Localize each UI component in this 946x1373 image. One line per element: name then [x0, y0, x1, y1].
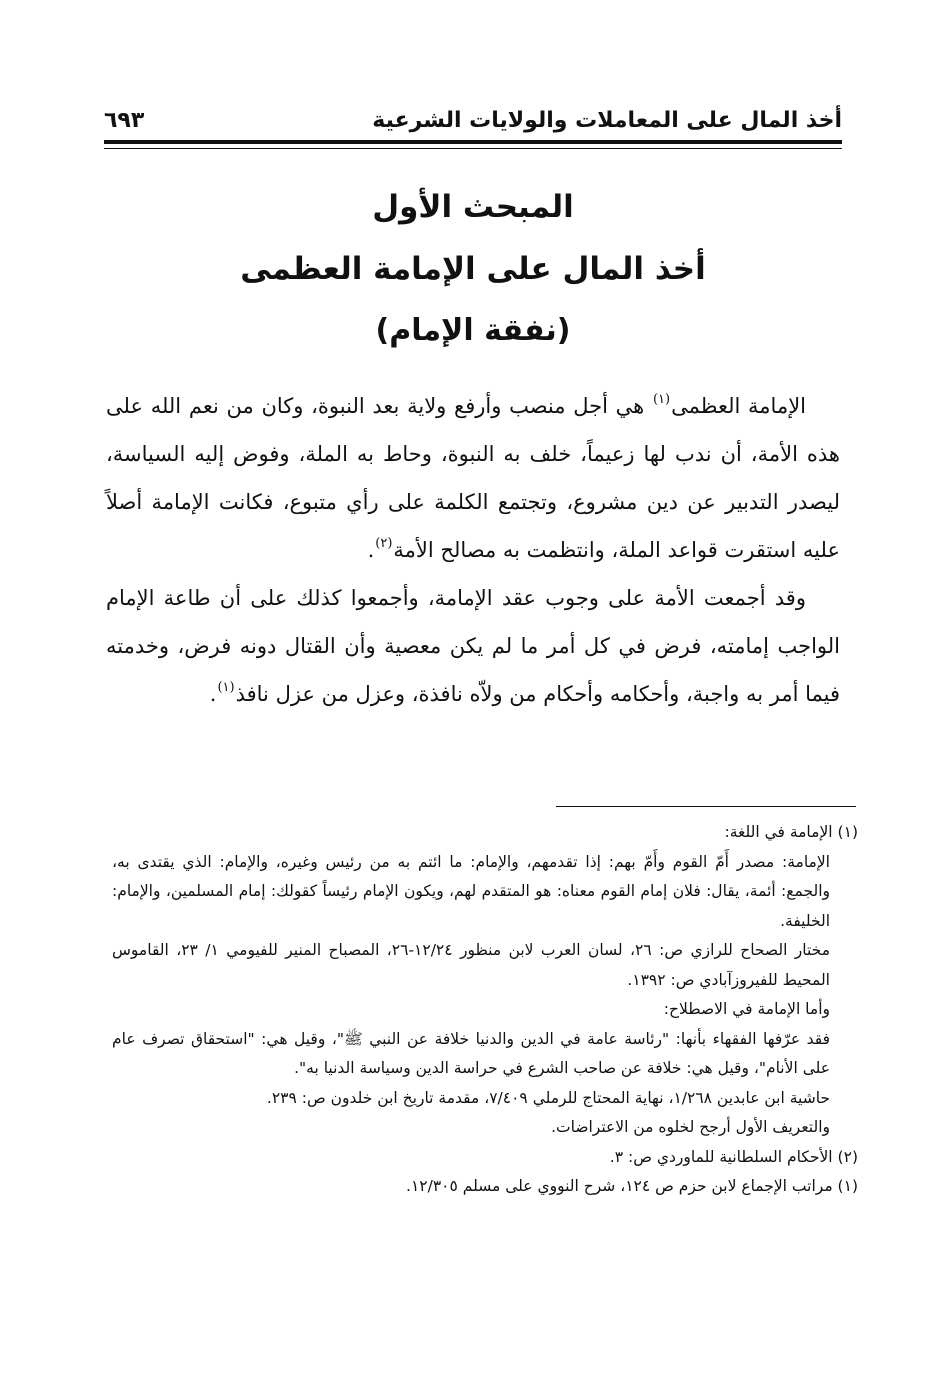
- footnote-1-conclusion: والتعريف الأول أرجح لخلوه من الاعتراضات.: [551, 1118, 830, 1136]
- paragraph-1-lead: الإمامة العظمى: [671, 394, 807, 418]
- footnote-1-language-sources: مختار الصحاح للرازي ص: ٢٦، لسان العرب لابن منظور ١٢/٢٤-٢٦، المصباح المنير للفيومي ١/ ٢٣، القاموس المحيط للفيروزآبادي ص: ١٣٩٢.: [112, 941, 830, 989]
- header-rule-thick: [104, 140, 842, 144]
- footnote-2-text: الأحكام السلطانية للماوردي ص: ٣.: [609, 1147, 838, 1166]
- footnote-separator: [556, 806, 856, 807]
- footnote-ref-3: (١): [217, 680, 235, 695]
- footnote-3: [112, 1172, 858, 1202]
- header-rule-thin: [104, 148, 842, 149]
- paragraph-1: [106, 382, 840, 574]
- paragraph-2: [106, 574, 840, 718]
- footnote-ref-1: (١): [652, 392, 671, 407]
- title-heading: أخذ المال على الإمامة العظمى: [240, 251, 706, 287]
- paragraph-2-text: وقد أجمعت الأمة على وجوب عقد الإمامة، وأجمعوا كذلك على أن طاعة الإمام الواجب إمامته، فرض في كل أمر ما لم يكن معصية وأن القتال دونه فرض، وخدمته فيما أمر به واجبة، وأحكامه وأحكام من ولاّه نافذة، وعزل من عزل نافذ: [106, 586, 840, 706]
- footnote-2-number: (٢): [837, 1147, 858, 1166]
- footnote-1-number: (١): [837, 823, 858, 841]
- running-title: أخذ المال على المعاملات والولايات الشرعية: [372, 108, 842, 133]
- footnote-ref-2: (٢): [375, 536, 393, 551]
- section-heading: المبحث الأول: [372, 189, 574, 225]
- footnote-3-number: (١): [837, 1177, 858, 1195]
- chapter-headings: [104, 176, 842, 362]
- footnotes: [112, 818, 858, 1202]
- body-text: [106, 382, 840, 718]
- footnote-3-text: مراتب الإجماع لابن حزم ص ١٢٤، شرح النووي على مسلم ١٢/٣٠٥.: [406, 1177, 838, 1195]
- footnote-1-term-definition: فقد عرّفها الفقهاء بأنها: "رئاسة عامة في الدين والدنيا خلافة عن النبي ﷺ"، وقيل هي: "استحقاق تصرف عام على الأنام"، وقيل هي: خلافة عن صاحب الشرع في حراسة الدين وسياسة الدنيا به".: [112, 1029, 830, 1077]
- footnote-1-term-heading: وأما الإمامة في الاصطلاح:: [663, 1000, 830, 1018]
- paragraph-2-end: .: [209, 682, 217, 706]
- subtitle-heading: (نفقة الإمام): [375, 313, 571, 348]
- footnote-1-heading: [112, 818, 858, 848]
- page-number: ٦٩٣: [104, 108, 145, 133]
- running-header: [104, 96, 842, 136]
- paragraph-1-end: .: [367, 538, 375, 562]
- footnote-1-term-sources: حاشية ابن عابدين ١/٢٦٨، نهاية المحتاج للرملي ٧/٤٠٩، مقدمة تاريخ ابن خلدون ص: ٢٣٩.: [266, 1088, 830, 1107]
- paragraph-1-text: هي أجل منصب وأرفع ولاية بعد النبوة، وكان من نعم الله على هذه الأمة، أن ندب لها زعيماً، خلف به النبوة، وحاط به الملة، وفوض إليه السياسة، ليصدر التدبير عن دين مشروع، وتجتمع الكلمة على رأي متبوع، فكانت الإمامة أصلاً عليه استقرت قواعد الملة، وانتظمت به مصالح الأمة: [106, 394, 840, 562]
- footnote-1-title: الإمامة في اللغة:: [724, 823, 838, 841]
- footnote-2: [112, 1143, 858, 1173]
- footnote-1-language-definition: الإمامة: مصدر أَمّ القوم وأَمّ بهم: إذا تقدمهم، والإمام: ما ائتم به من رئيس وغيره، والإمام: الذي يقتدى به، والجمع: أئمة، يقال: فلان إمام القوم معناه: هو المتقدم لهم، ويكون الإمام رئيساً كقولك: إمام المسلمين، والإمام: الخليفة.: [112, 852, 830, 930]
